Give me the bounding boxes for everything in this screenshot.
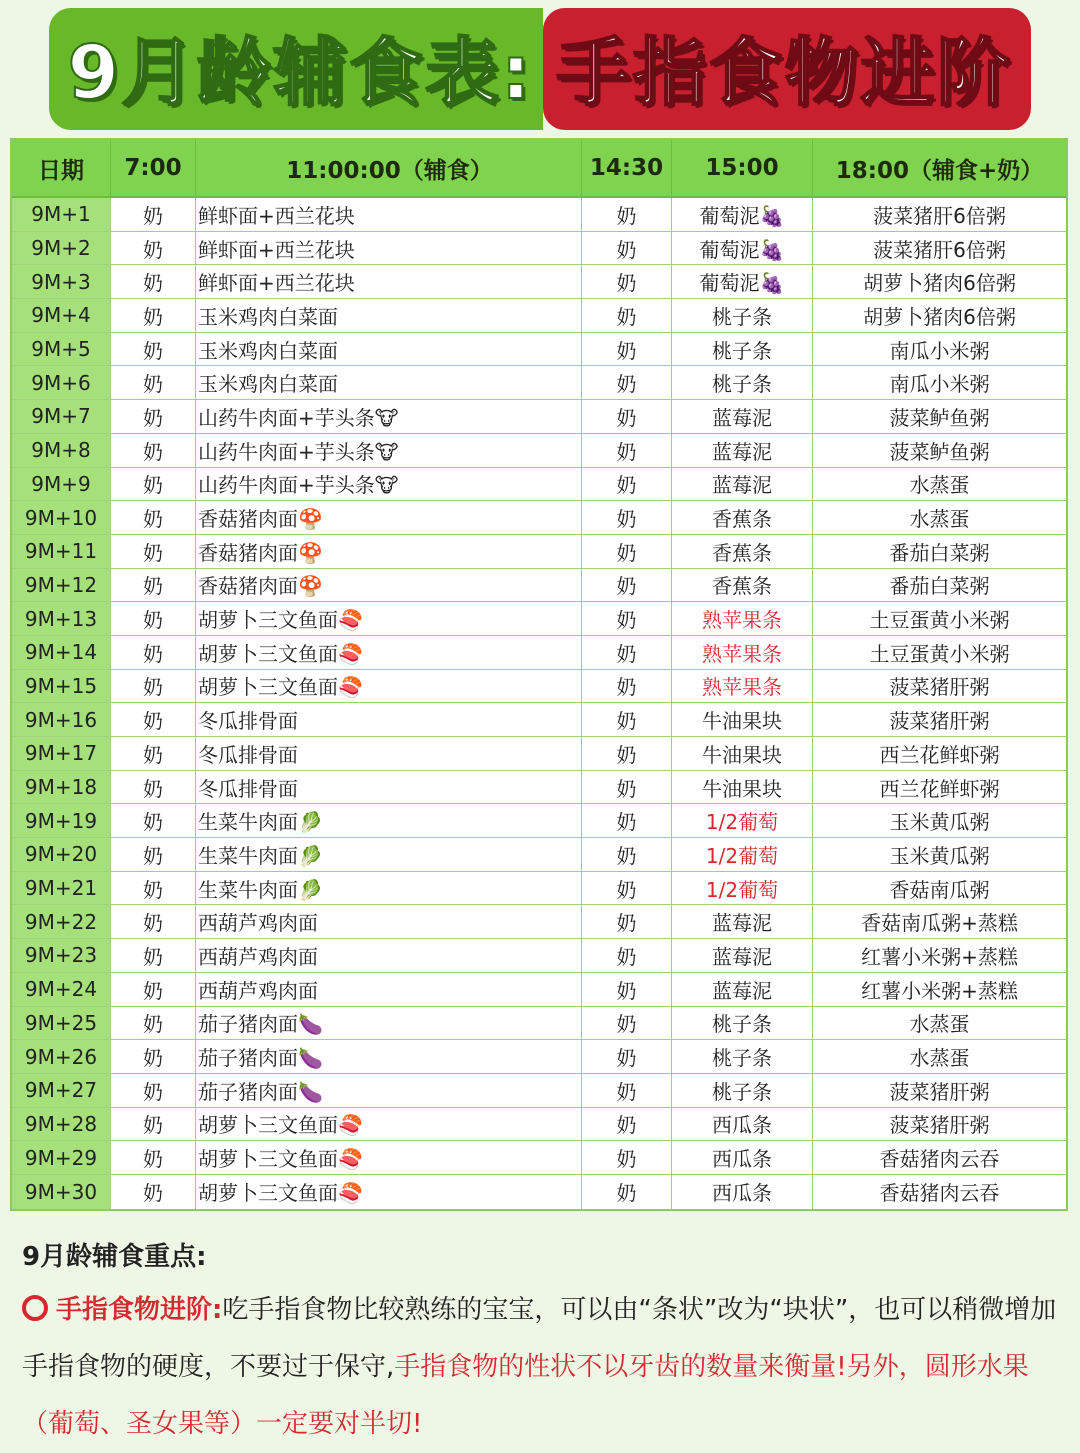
cell-dinner: 西兰花鲜虾粥 — [879, 742, 1000, 767]
cell-date: 9M+18 — [12, 771, 111, 804]
header-1430: 14:30 — [582, 140, 672, 196]
cell-snack: 桃子条 — [672, 1074, 813, 1107]
cell-1430: 奶 — [582, 366, 672, 399]
cell-snack: 桃子条 — [672, 366, 813, 399]
cell-lunch: 香菇猪肉面🍄 — [196, 535, 582, 568]
cell-snack: 牛油果块 — [672, 703, 813, 736]
table-row — [12, 1108, 1066, 1142]
cell-snack: 葡萄泥🍇 — [672, 265, 813, 298]
cell-dinner: 香菇南瓜粥 — [889, 877, 990, 902]
cell-lunch: 胡萝卜三文鱼面🍣 — [196, 1175, 582, 1209]
title-part-1: 9月龄辅食表: — [49, 8, 542, 130]
cell-lunch: 山药牛肉面+芋头条🐮 — [196, 468, 582, 501]
table-row — [12, 939, 1066, 973]
cell-lunch: 冬瓜排骨面 — [196, 703, 582, 736]
table-row — [12, 299, 1066, 333]
cell-0700: 奶 — [111, 1040, 196, 1073]
cell-0700: 奶 — [111, 198, 196, 231]
cell-dinner: 菠菜猪肝粥 — [889, 675, 990, 700]
cell-lunch: 西葫芦鸡肉面 — [196, 939, 582, 972]
cell-dinner: 水蒸蛋 — [909, 1012, 970, 1037]
cell-snack: 1/2葡萄 — [672, 804, 813, 837]
cell-snack: 牛油果块 — [672, 771, 813, 804]
cell-date: 9M+12 — [12, 569, 111, 602]
cell-dinner: 玉米黄瓜粥 — [889, 810, 990, 835]
cell-lunch: 鲜虾面+西兰花块 — [196, 198, 582, 231]
cell-0700: 奶 — [111, 670, 196, 703]
cell-date: 9M+3 — [12, 265, 111, 298]
cell-0700: 奶 — [111, 400, 196, 433]
cell-1430: 奶 — [582, 333, 672, 366]
cell-0700: 奶 — [111, 1141, 196, 1174]
table-row — [12, 703, 1066, 737]
cell-dinner: 红薯小米粥+蒸糕 — [861, 978, 1018, 1003]
cell-dinner: 西兰花鲜虾粥 — [879, 776, 1000, 801]
header-0700: 7:00 — [111, 140, 196, 196]
cell-snack: 熟苹果条 — [672, 636, 813, 669]
cell-snack: 西瓜条 — [672, 1175, 813, 1209]
cell-0700: 奶 — [111, 1007, 196, 1040]
table-row — [12, 232, 1066, 266]
table-row — [12, 905, 1066, 939]
header-1800: 18:00（辅食+奶） — [835, 157, 1044, 184]
cell-snack: 蓝莓泥 — [672, 973, 813, 1006]
cell-date: 9M+21 — [12, 872, 111, 905]
cell-1430: 奶 — [582, 602, 672, 635]
cell-lunch: 鲜虾面+西兰花块 — [196, 232, 582, 265]
cell-1430: 奶 — [582, 535, 672, 568]
cell-date: 9M+22 — [12, 905, 111, 938]
cell-0700: 奶 — [111, 333, 196, 366]
cell-snack: 香蕉条 — [672, 535, 813, 568]
cell-lunch: 胡萝卜三文鱼面🍣 — [196, 636, 582, 669]
table-row — [12, 1007, 1066, 1041]
cell-1430: 奶 — [582, 1007, 672, 1040]
cell-1430: 奶 — [582, 703, 672, 736]
table-row — [12, 1074, 1066, 1108]
cell-lunch: 鲜虾面+西兰花块 — [196, 265, 582, 298]
table-row — [12, 569, 1066, 603]
table-row — [12, 872, 1066, 906]
cell-dinner: 玉米黄瓜粥 — [889, 843, 990, 868]
cell-dinner: 菠菜鲈鱼粥 — [889, 405, 990, 430]
cell-1430: 奶 — [582, 905, 672, 938]
cell-date: 9M+10 — [12, 501, 111, 534]
cell-dinner: 南瓜小米粥 — [889, 338, 990, 363]
cell-dinner: 水蒸蛋 — [909, 1046, 970, 1071]
cell-snack: 桃子条 — [672, 1007, 813, 1040]
table-row — [12, 636, 1066, 670]
cell-lunch: 胡萝卜三文鱼面🍣 — [196, 602, 582, 635]
cell-date: 9M+15 — [12, 670, 111, 703]
table-row — [12, 501, 1066, 535]
cell-1430: 奶 — [582, 939, 672, 972]
cell-snack: 葡萄泥🍇 — [672, 198, 813, 231]
cell-lunch: 玉米鸡肉白菜面 — [196, 299, 582, 332]
cell-0700: 奶 — [111, 737, 196, 770]
table-row — [12, 400, 1066, 434]
cell-lunch: 生菜牛肉面🥬 — [196, 804, 582, 837]
cell-snack: 熟苹果条 — [672, 602, 813, 635]
cell-0700: 奶 — [111, 434, 196, 467]
cell-snack: 熟苹果条 — [672, 670, 813, 703]
cell-date: 9M+1 — [12, 198, 111, 231]
notes-heading: 9月龄辅食重点: — [22, 1242, 207, 1272]
cell-0700: 奶 — [111, 535, 196, 568]
table-row — [12, 1175, 1066, 1209]
cell-1430: 奶 — [582, 872, 672, 905]
cell-lunch: 西葫芦鸡肉面 — [196, 973, 582, 1006]
cell-0700: 奶 — [111, 804, 196, 837]
notes-section — [22, 1232, 1072, 1453]
cell-dinner: 胡萝卜猪肉6倍粥 — [863, 271, 1016, 296]
cell-date: 9M+30 — [12, 1175, 111, 1209]
table-row — [12, 366, 1066, 400]
cell-snack: 香蕉条 — [672, 569, 813, 602]
cell-dinner: 红薯小米粥+蒸糕 — [861, 944, 1018, 969]
cell-snack: 葡萄泥🍇 — [672, 232, 813, 265]
cell-lunch: 香菇猪肉面🍄 — [196, 569, 582, 602]
cell-date: 9M+4 — [12, 299, 111, 332]
cell-1430: 奶 — [582, 1175, 672, 1209]
cell-0700: 奶 — [111, 973, 196, 1006]
cell-date: 9M+13 — [12, 602, 111, 635]
cell-lunch: 冬瓜排骨面 — [196, 737, 582, 770]
notes-body — [22, 1282, 1072, 1453]
cell-date: 9M+8 — [12, 434, 111, 467]
cell-1430: 奶 — [582, 670, 672, 703]
table-row — [12, 468, 1066, 502]
cell-dinner: 水蒸蛋 — [909, 473, 970, 498]
cell-lunch: 西葫芦鸡肉面 — [196, 905, 582, 938]
cell-date: 9M+23 — [12, 939, 111, 972]
cell-0700: 奶 — [111, 232, 196, 265]
cell-lunch: 山药牛肉面+芋头条🐮 — [196, 400, 582, 433]
cell-dinner: 南瓜小米粥 — [889, 372, 990, 397]
cell-date: 9M+27 — [12, 1074, 111, 1107]
cell-date: 9M+11 — [12, 535, 111, 568]
cell-date: 9M+14 — [12, 636, 111, 669]
cell-date: 9M+16 — [12, 703, 111, 736]
table-body — [12, 198, 1066, 1209]
title-part-2: 手指食物进阶 — [543, 8, 1031, 130]
cell-0700: 奶 — [111, 366, 196, 399]
cell-dinner: 番茄白菜粥 — [889, 574, 990, 599]
cell-snack: 1/2葡萄 — [672, 872, 813, 905]
table-row — [12, 434, 1066, 468]
cell-1430: 奶 — [582, 636, 672, 669]
cell-lunch: 茄子猪肉面🍆 — [196, 1007, 582, 1040]
cell-1430: 奶 — [582, 299, 672, 332]
notes-key: 手指食物进阶: — [56, 1295, 223, 1325]
cell-dinner: 菠菜猪肝粥 — [889, 709, 990, 734]
table-row — [12, 1141, 1066, 1175]
cell-snack: 桃子条 — [672, 299, 813, 332]
cell-1430: 奶 — [582, 804, 672, 837]
cell-lunch: 生菜牛肉面🥬 — [196, 838, 582, 871]
header-1500: 15:00 — [672, 140, 813, 196]
cell-0700: 奶 — [111, 602, 196, 635]
cell-dinner: 菠菜鲈鱼粥 — [889, 439, 990, 464]
cell-0700: 奶 — [111, 636, 196, 669]
page-title — [0, 14, 1080, 124]
cell-snack: 蓝莓泥 — [672, 939, 813, 972]
cell-dinner: 胡萝卜猪肉6倍粥 — [863, 304, 1016, 329]
cell-dinner: 菠菜猪肝6倍粥 — [873, 203, 1006, 228]
cell-0700: 奶 — [111, 872, 196, 905]
cell-1430: 奶 — [582, 838, 672, 871]
cell-1430: 奶 — [582, 232, 672, 265]
notes-text-1: 吃手指食物比较熟练的宝宝，可以由“条状”改为“块状”，也可以稍微增加手指食物的硬度，不要过于保守, — [22, 1295, 1057, 1382]
cell-date: 9M+26 — [12, 1040, 111, 1073]
cell-snack: 蓝莓泥 — [672, 905, 813, 938]
cell-0700: 奶 — [111, 771, 196, 804]
cell-1430: 奶 — [582, 468, 672, 501]
cell-snack: 西瓜条 — [672, 1108, 813, 1141]
cell-snack: 蓝莓泥 — [672, 434, 813, 467]
cell-dinner: 水蒸蛋 — [909, 507, 970, 532]
table-row — [12, 198, 1066, 232]
cell-snack: 1/2葡萄 — [672, 838, 813, 871]
cell-lunch: 茄子猪肉面🍆 — [196, 1074, 582, 1107]
cell-0700: 奶 — [111, 703, 196, 736]
cell-date: 9M+17 — [12, 737, 111, 770]
table-row — [12, 737, 1066, 771]
table-row — [12, 670, 1066, 704]
header-1100: 11:00:00（辅食） — [196, 140, 582, 196]
cell-0700: 奶 — [111, 1175, 196, 1209]
cell-0700: 奶 — [111, 1074, 196, 1107]
header-date: 日期 — [12, 140, 111, 196]
cell-date: 9M+5 — [12, 333, 111, 366]
cell-dinner: 香菇猪肉云吞 — [879, 1181, 1000, 1206]
table-row — [12, 771, 1066, 805]
cell-date: 9M+6 — [12, 366, 111, 399]
cell-1430: 奶 — [582, 973, 672, 1006]
cell-0700: 奶 — [111, 905, 196, 938]
cell-0700: 奶 — [111, 468, 196, 501]
cell-1430: 奶 — [582, 1108, 672, 1141]
cell-1430: 奶 — [582, 434, 672, 467]
circle-icon — [22, 1295, 48, 1321]
schedule-table — [10, 138, 1068, 1211]
cell-date: 9M+24 — [12, 973, 111, 1006]
cell-date: 9M+9 — [12, 468, 111, 501]
cell-0700: 奶 — [111, 299, 196, 332]
cell-dinner: 香菇南瓜粥+蒸糕 — [861, 911, 1018, 936]
cell-dinner: 菠菜猪肝6倍粥 — [873, 237, 1006, 262]
cell-0700: 奶 — [111, 1108, 196, 1141]
cell-dinner: 菠菜猪肝粥 — [889, 1113, 990, 1138]
cell-1430: 奶 — [582, 1074, 672, 1107]
cell-dinner: 香菇猪肉云吞 — [879, 1147, 1000, 1172]
table-row — [12, 838, 1066, 872]
cell-lunch: 山药牛肉面+芋头条🐮 — [196, 434, 582, 467]
cell-dinner: 土豆蛋黄小米粥 — [869, 608, 1010, 633]
table-row — [12, 535, 1066, 569]
cell-lunch: 胡萝卜三文鱼面🍣 — [196, 1108, 582, 1141]
cell-dinner: 土豆蛋黄小米粥 — [869, 641, 1010, 666]
cell-1430: 奶 — [582, 400, 672, 433]
table-row — [12, 1040, 1066, 1074]
cell-date: 9M+7 — [12, 400, 111, 433]
cell-lunch: 茄子猪肉面🍆 — [196, 1040, 582, 1073]
cell-1430: 奶 — [582, 1141, 672, 1174]
table-row — [12, 333, 1066, 367]
cell-0700: 奶 — [111, 939, 196, 972]
table-row — [12, 804, 1066, 838]
cell-1430: 奶 — [582, 265, 672, 298]
cell-date: 9M+29 — [12, 1141, 111, 1174]
table-row — [12, 973, 1066, 1007]
cell-lunch: 冬瓜排骨面 — [196, 771, 582, 804]
table-row — [12, 602, 1066, 636]
cell-lunch: 生菜牛肉面🥬 — [196, 872, 582, 905]
cell-date: 9M+20 — [12, 838, 111, 871]
cell-1430: 奶 — [582, 198, 672, 231]
table-row — [12, 265, 1066, 299]
cell-dinner: 番茄白菜粥 — [889, 540, 990, 565]
cell-lunch: 胡萝卜三文鱼面🍣 — [196, 1141, 582, 1174]
cell-1430: 奶 — [582, 1040, 672, 1073]
cell-date: 9M+19 — [12, 804, 111, 837]
cell-0700: 奶 — [111, 501, 196, 534]
cell-dinner: 菠菜猪肝粥 — [889, 1079, 990, 1104]
cell-snack: 牛油果块 — [672, 737, 813, 770]
cell-snack: 桃子条 — [672, 333, 813, 366]
table-header-row — [12, 140, 1066, 198]
cell-1430: 奶 — [582, 569, 672, 602]
cell-0700: 奶 — [111, 265, 196, 298]
cell-0700: 奶 — [111, 569, 196, 602]
cell-date: 9M+25 — [12, 1007, 111, 1040]
cell-lunch: 玉米鸡肉白菜面 — [196, 333, 582, 366]
cell-snack: 蓝莓泥 — [672, 400, 813, 433]
cell-1430: 奶 — [582, 771, 672, 804]
cell-snack: 西瓜条 — [672, 1141, 813, 1174]
notes-text-2: 手指食物的性状不以牙齿的数量来衡量!另外，圆形水果（葡萄、圣女果等）一定要对半切! — [22, 1352, 1029, 1439]
cell-1430: 奶 — [582, 737, 672, 770]
cell-0700: 奶 — [111, 838, 196, 871]
cell-lunch: 香菇猪肉面🍄 — [196, 501, 582, 534]
cell-snack: 香蕉条 — [672, 501, 813, 534]
cell-snack: 桃子条 — [672, 1040, 813, 1073]
cell-lunch: 玉米鸡肉白菜面 — [196, 366, 582, 399]
cell-snack: 蓝莓泥 — [672, 468, 813, 501]
cell-1430: 奶 — [582, 501, 672, 534]
cell-date: 9M+2 — [12, 232, 111, 265]
cell-date: 9M+28 — [12, 1108, 111, 1141]
cell-lunch: 胡萝卜三文鱼面🍣 — [196, 670, 582, 703]
